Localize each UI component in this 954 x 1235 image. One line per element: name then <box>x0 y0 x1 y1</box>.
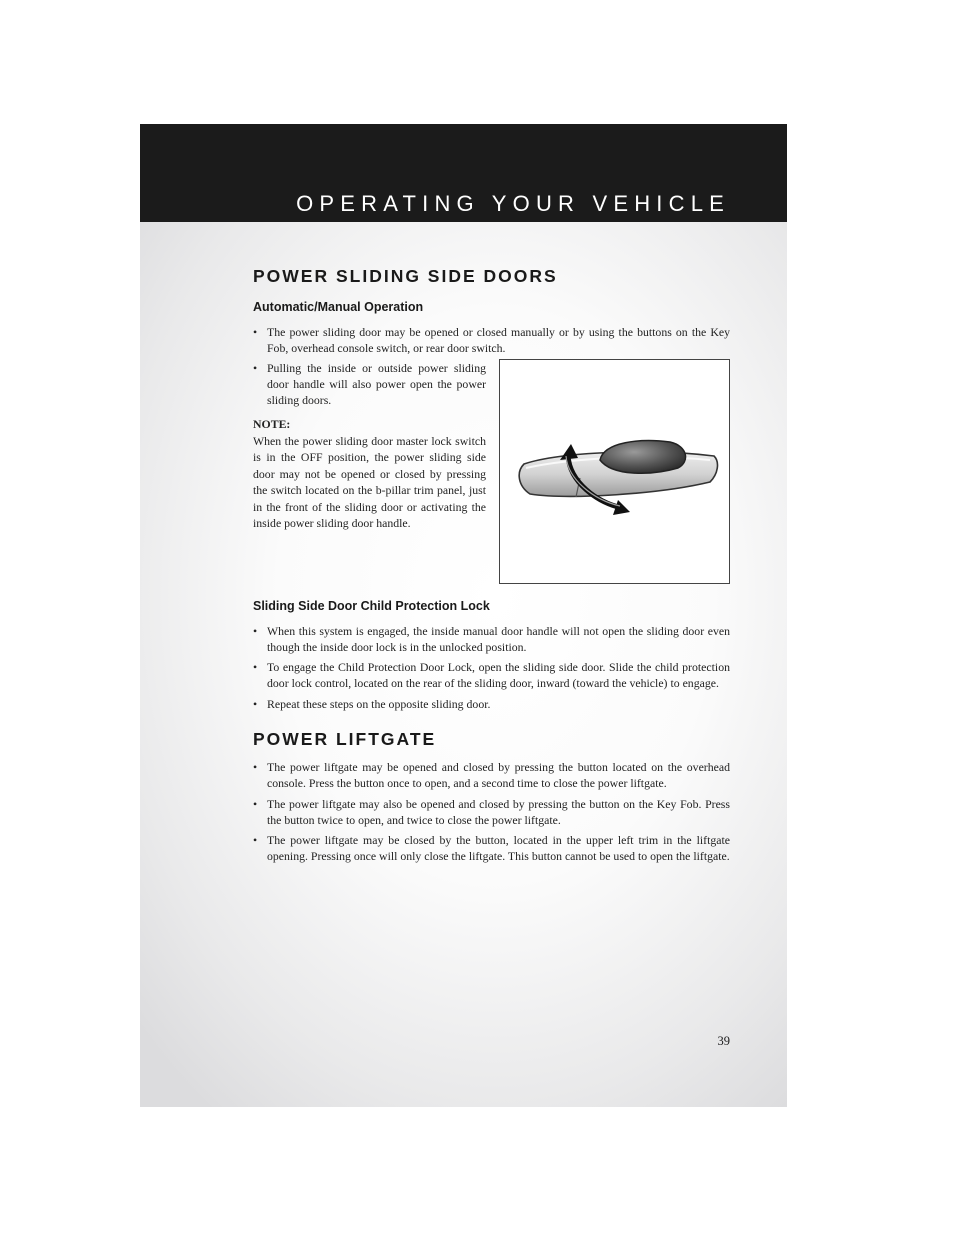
list-item: • To engage the Child Protection Door Lock, open the sliding side door. Slide the child protection door lock control, located on the rear of the sliding door, inward (toward the vehicle) to engage. <box>253 659 730 691</box>
door-handle-illustration-icon <box>500 360 729 583</box>
section-heading-liftgate: POWER LIFTGATE <box>253 729 437 749</box>
section-heading-sliding-doors: POWER SLIDING SIDE DOORS <box>253 266 558 286</box>
list-item: • The power liftgate may also be opened and closed by pressing the button on the Key Fob. Press the button twice to open, and twice to close the power liftgate. <box>253 796 730 828</box>
chapter-title: OPERATING YOUR VEHICLE <box>296 191 730 216</box>
chapter-banner <box>140 124 787 222</box>
note-label: NOTE: <box>253 417 291 431</box>
list-item: • The power sliding door may be opened or closed manually or by using the buttons on the Key Fob, overhead console switch, or rear door switch. <box>253 324 730 356</box>
list-item: • The power liftgate may be opened and closed by pressing the button located on the overhead console. Press the button once to open, and a second time to close the power liftgate. <box>253 759 730 791</box>
door-handle-figure <box>499 359 730 584</box>
subheading-child-protection: Sliding Side Door Child Protection Lock <box>253 599 490 613</box>
list-item: • When this system is engaged, the inside manual door handle will not open the sliding door even though the inside door lock is in the unlocked position. <box>253 623 730 655</box>
subheading-automatic-manual: Automatic/Manual Operation <box>253 300 424 314</box>
list-item: • Pulling the inside or outside power sliding door handle will also power open the power sliding doors. <box>253 360 486 408</box>
note-text: When the power sliding door master lock switch is in the OFF position, the power sliding side door may not be opened or closed by pressing the switch located on the b-pillar trim panel, just in the front of the sliding door or activating the inside power sliding door handle. <box>253 434 486 531</box>
list-item: • Repeat these steps on the opposite sliding door. <box>253 696 730 712</box>
page-number: 39 <box>717 1034 730 1048</box>
list-item: • The power liftgate may be closed by the button, located in the upper left trim in the liftgate opening. Pressing once will only close the liftgate. This button cannot be used to open the liftgate. <box>253 832 730 864</box>
